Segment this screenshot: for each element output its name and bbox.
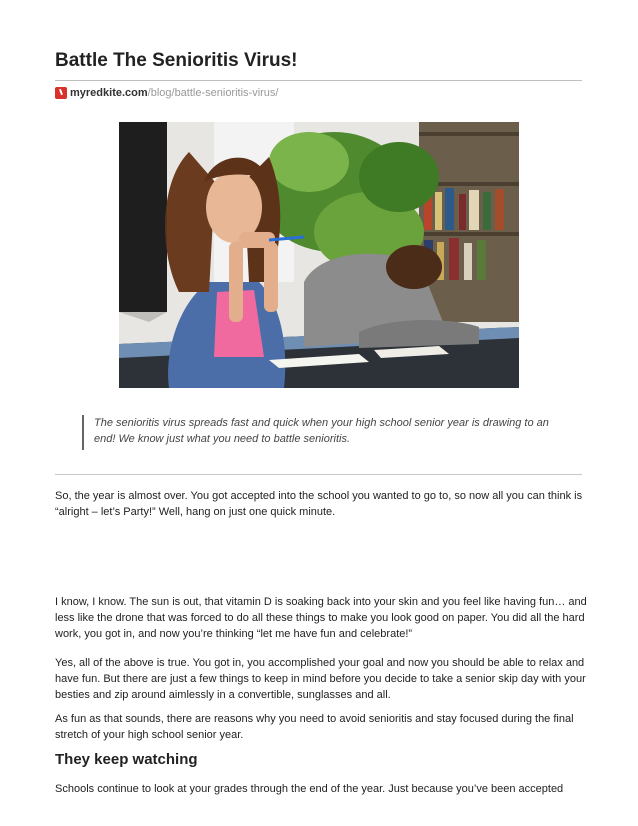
redkite-logo-icon xyxy=(55,87,67,99)
source-path: /blog/battle-senioritis-virus/ xyxy=(147,87,279,99)
paragraph-reasons: As fun as that sounds, there are reasons why you need to avoid senioritis and stay focused during the final stretch of your high school senior year. xyxy=(55,713,574,741)
paragraph-sun: I know, I know. The sun is out, that vitamin D is soaking back into your skin and you feel like having fun… and less like the drone that was forced to do all these things to make you look good on paper. You did all the hard work, you got in, and now you’re thinking “let me have fun and celebrate!” xyxy=(55,596,587,640)
source-domain: myredkite.com xyxy=(70,87,148,99)
page-title: Battle The Senioritis Virus! xyxy=(55,50,298,71)
paragraph-intro: So, the year is almost over. You got accepted into the school you wanted to go to, so now all you can think is “alright – let’s Party!” Well, hang on just one quick minute. xyxy=(55,490,583,518)
section-divider xyxy=(55,474,582,475)
source-link[interactable] xyxy=(55,87,279,99)
paragraph-goal: Yes, all of the above is true. You got in, you accomplished your goal and now you should be able to relax and have fun. But there are just a few things to keep in mind before you decide to take a senior skip day with your besties and zip around aimlessly in a convertible, sunglasses and all. xyxy=(55,657,586,701)
section-heading: They keep watching xyxy=(55,751,198,768)
caption-quote-bar xyxy=(82,415,84,450)
paragraph-schools: Schools continue to look at your grades through the end of the year. Just because you’ve been accepted xyxy=(55,783,564,795)
title-divider xyxy=(55,80,582,81)
photo-caption: The senioritis virus spreads fast and quick when your high school senior year is drawing to an end! We know just what you need to battle senioritis. xyxy=(94,417,549,445)
article-photo xyxy=(119,122,519,388)
